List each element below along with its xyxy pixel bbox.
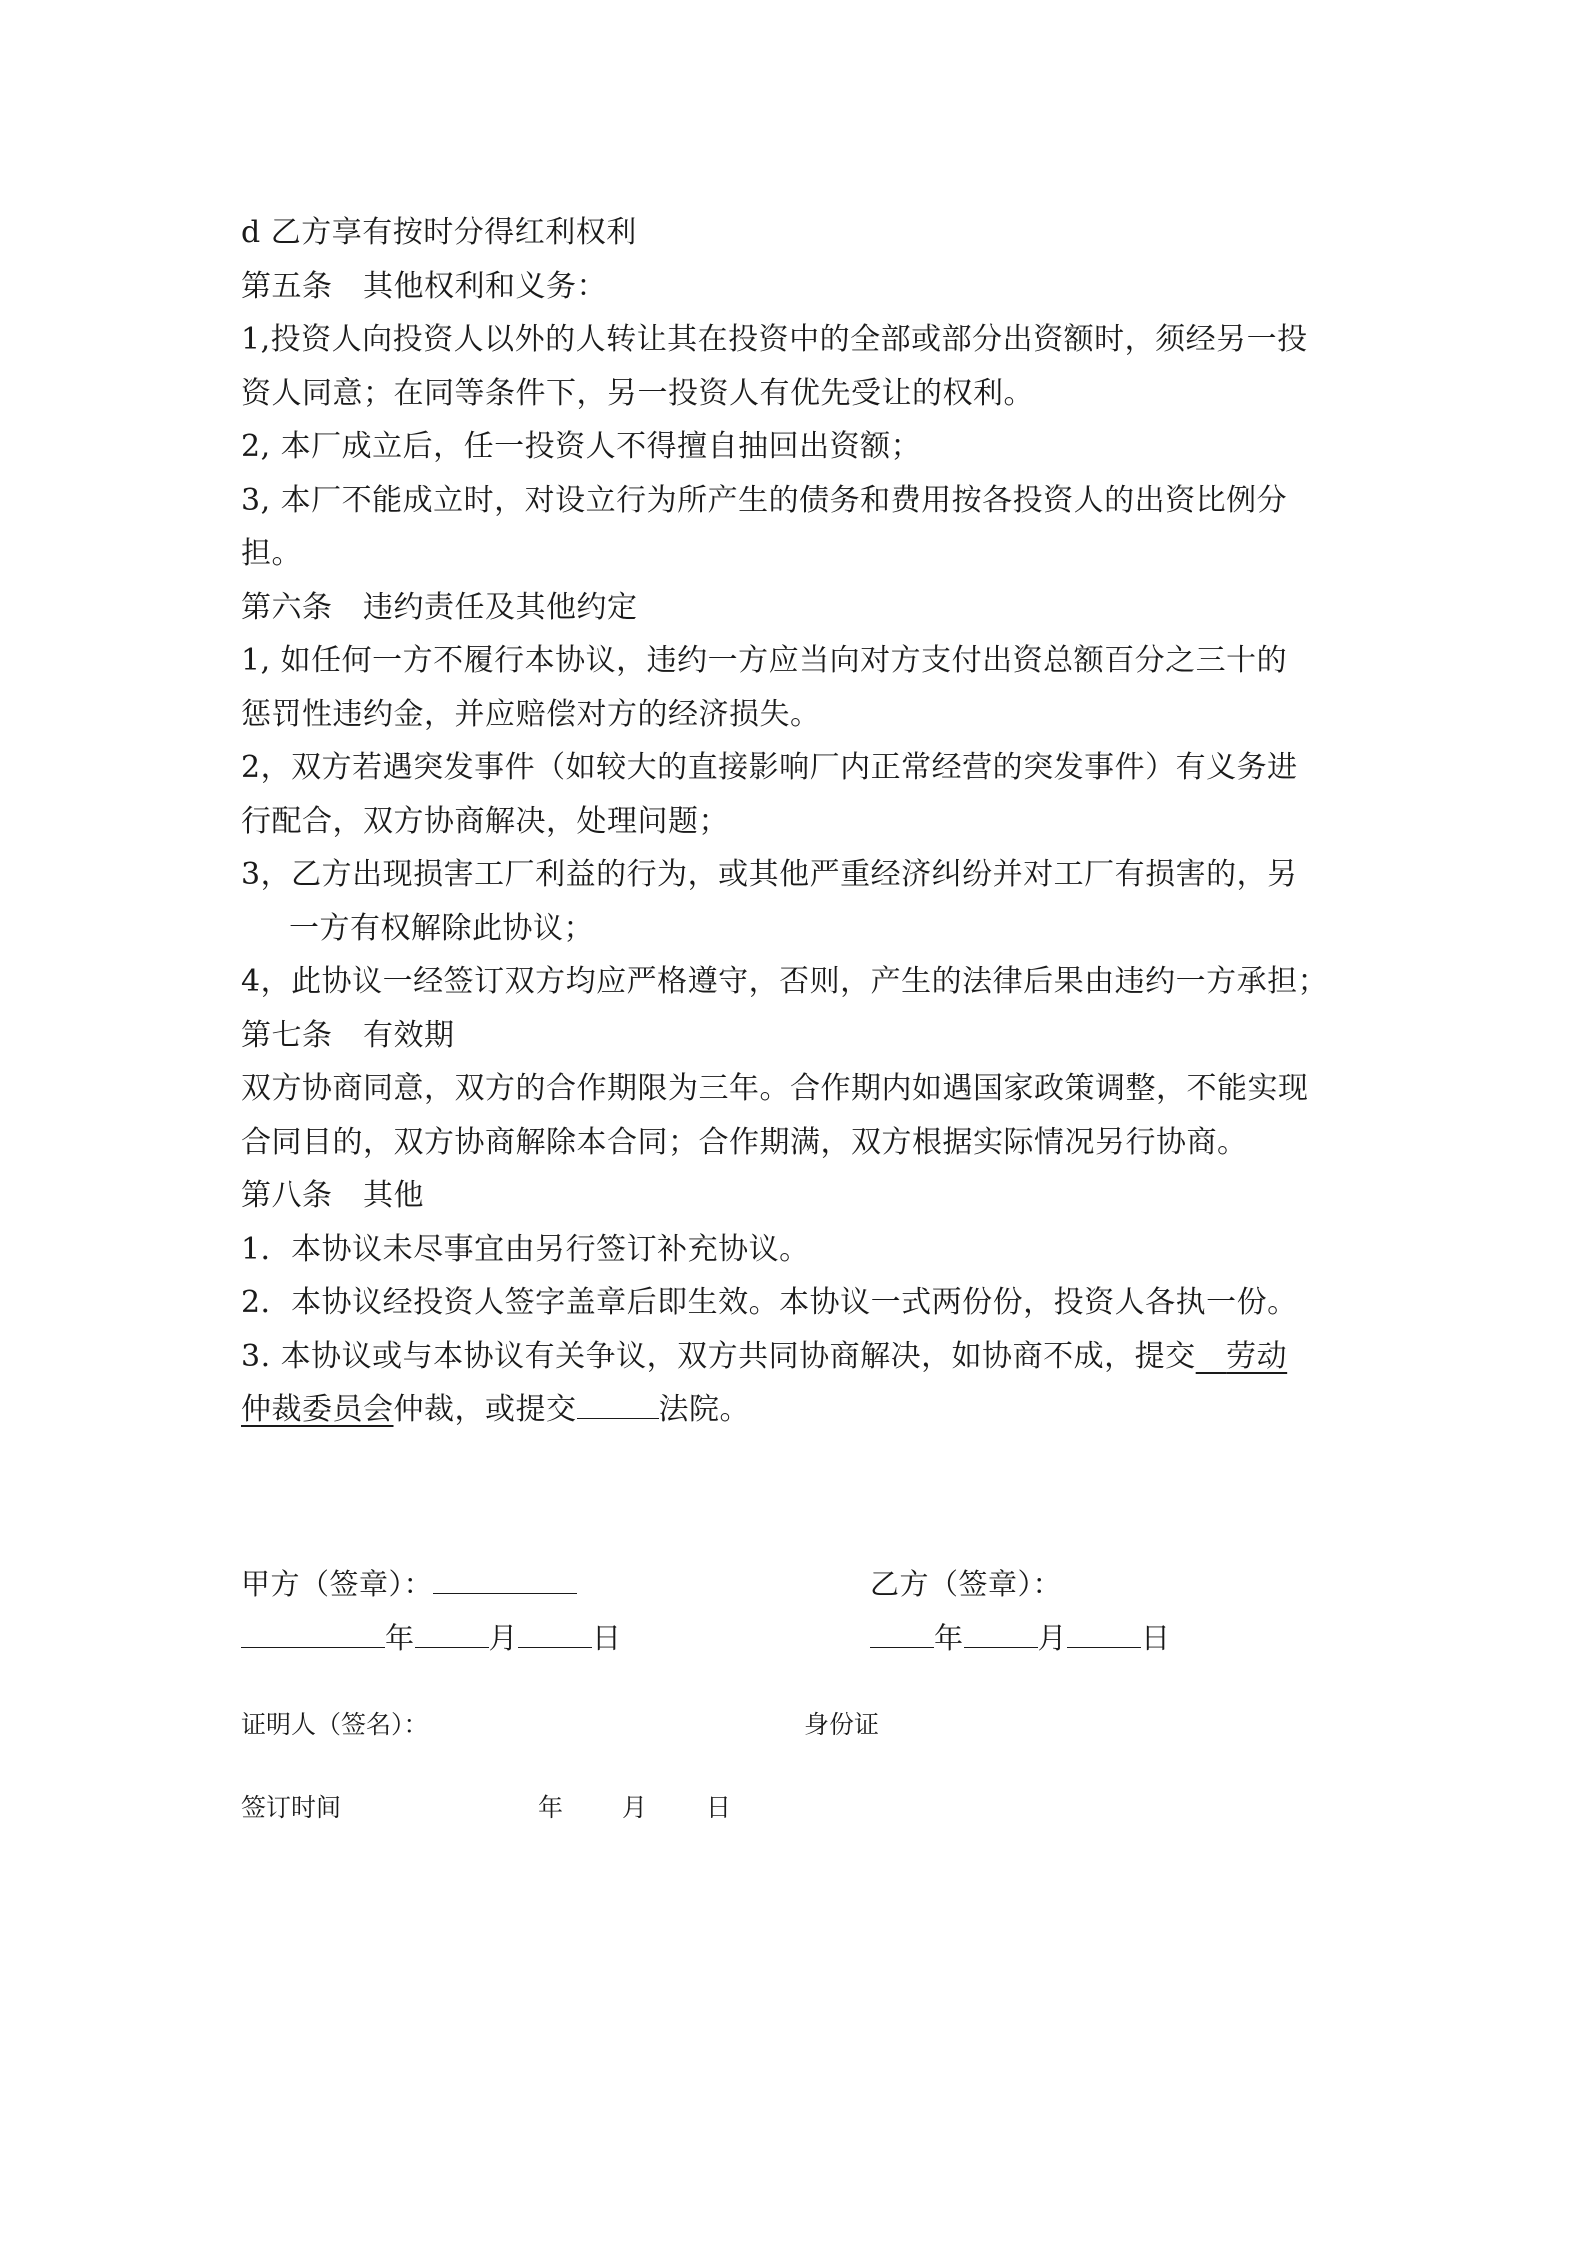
clause-line: 1,投资人向投资人以外的人转让其在投资中的全部或部分出资额时，须经另一投 [241,322,1308,357]
party-a-signature-blank[interactable] [433,1567,577,1594]
clause-line [241,1383,1356,1437]
party-a-label: 甲方（签章）： [241,1567,434,1601]
id-label: 身份证 [804,1710,880,1739]
day-blank[interactable] [1067,1621,1141,1648]
clause-text: 3. 本协议或与本协议有关争议，双方共同协商解决，如协商不成，提交 [241,1338,1196,1374]
clause-line: 4，此协议一经签订双方均应严格遵守，否则，产生的法律后果由违约一方承担； [241,964,1329,999]
clause-line: 2, 本厂成立后，任一投资人不得擅自抽回出资额； [241,429,922,464]
court-blank[interactable] [577,1392,659,1419]
clause-line: 3, 本厂不能成立时，对设立行为所产生的债务和费用按各投资人的出资比例分 [241,482,1288,518]
clause-line: 行配合，双方协商解决，处理问题； [241,803,729,839]
year-blank[interactable] [870,1621,934,1648]
clause-line: 资人同意；在同等条件下，另一投资人有优先受让的权利。 [241,375,1034,411]
signing-day-label: 日 [706,1793,732,1822]
clause-line: 一方有权解除此协议； [289,910,594,946]
clause-line: 惩罚性违约金，并应赔偿对方的经济损失。 [241,696,821,732]
party-a-signature [241,1562,577,1603]
clause-line: d 乙方享有按时分得红利权利 [241,215,637,250]
article-5-heading: 第五条 其他权利和义务： [241,268,607,304]
month-blank[interactable] [964,1621,1038,1648]
day-label: 日 [592,1621,622,1655]
year-blank[interactable] [241,1621,385,1648]
article-6-heading: 第六条 违约责任及其他约定 [241,589,638,625]
arbitration-committee: 仲裁委员会 [241,1392,394,1427]
clause-line: 2．本协议经投资人签字盖章后即生效。本协议一式两份份，投资人各执一份。 [241,1285,1298,1320]
party-b-signature [870,1562,1062,1603]
party-b-date [870,1616,1171,1657]
clause-line: 1．本协议未尽事宜由另行签订补充协议。 [241,1231,810,1267]
clause-line: 双方协商同意，双方的合作期限为三年。合作期内如遇国家政策调整，不能实现 [241,1071,1309,1106]
document-body [241,206,1356,1437]
signing-month-label: 月 [622,1793,648,1822]
article-8-heading: 第八条 其他 [241,1178,424,1213]
party-a-date [241,1616,622,1657]
signing-year-label: 年 [538,1793,564,1822]
clause-line: 2，双方若遇突发事件（如较大的直接影响厂内正常经营的突发事件）有义务进 [241,750,1298,785]
day-blank[interactable] [518,1621,592,1648]
clause-text: 法院。 [658,1392,750,1427]
month-label: 月 [1037,1621,1068,1655]
signing-time-label: 签订时间 [241,1793,342,1822]
month-label: 月 [488,1621,519,1655]
clause-line: 3，乙方出现损害工厂利益的行为，或其他严重经济纠纷并对工厂有损害的，另 [241,857,1298,892]
witness-label: 证明人（签名）： [241,1710,429,1739]
clause-text: 仲裁，或提交 [393,1392,577,1427]
party-b-label: 乙方（签章）： [870,1567,1063,1601]
clause-line: 合同目的，双方协商解除本合同；合作期满，双方根据实际情况另行协商。 [241,1124,1248,1160]
arbitration-body-part1: 劳动 [1226,1338,1288,1374]
month-blank[interactable] [415,1621,489,1648]
arbitration-body-underlined [1196,1339,1288,1374]
year-label: 年 [385,1621,415,1655]
clause-line: 1, 如任何一方不履行本协议，违约一方应当向对方支付出资总额百分之三十的 [241,643,1288,678]
day-label: 日 [1141,1621,1171,1655]
year-label: 年 [934,1621,964,1655]
clause-line [241,1330,1356,1384]
article-7-heading: 第七条 有效期 [241,1017,455,1053]
clause-line: 担。 [241,536,302,571]
